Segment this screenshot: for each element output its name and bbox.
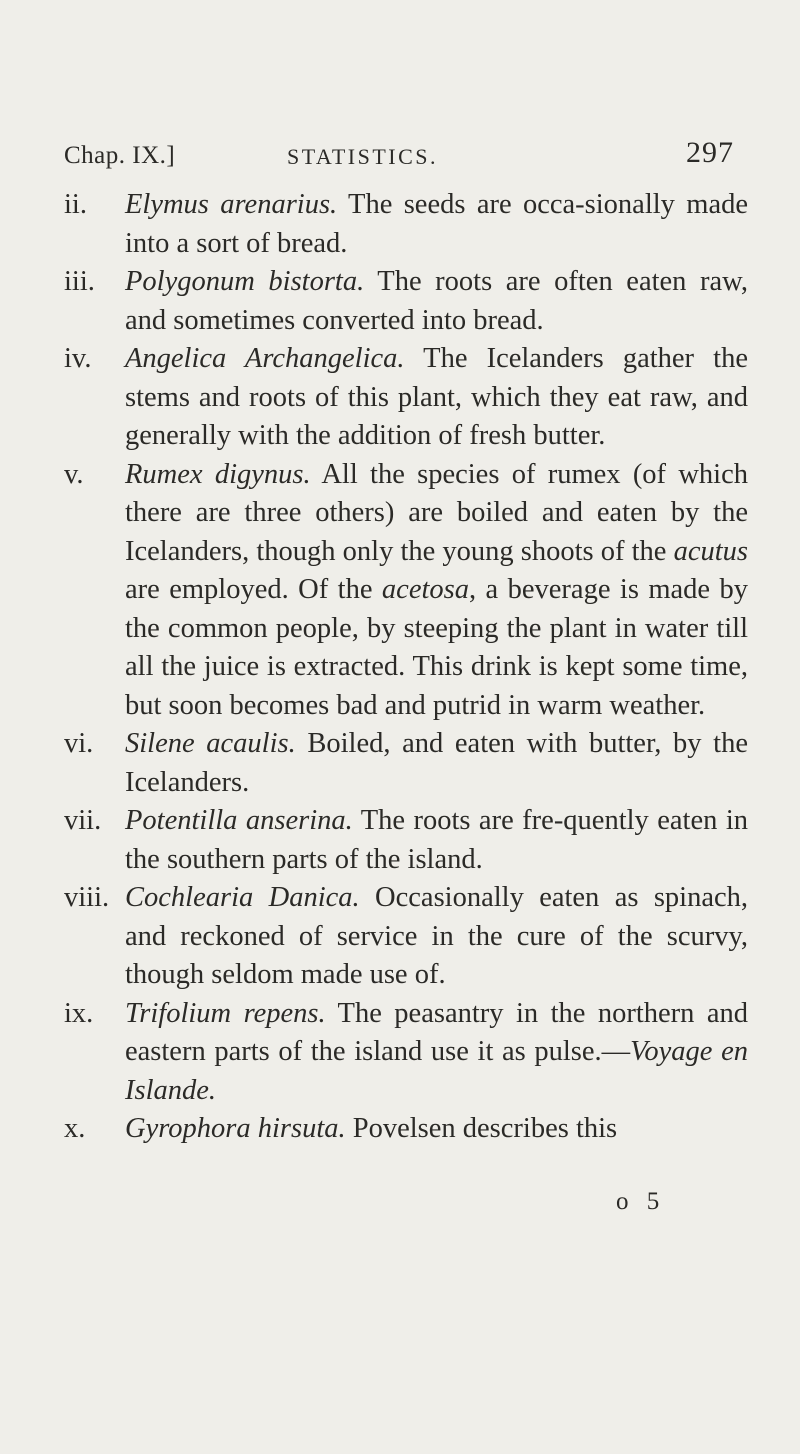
list-item (64, 995, 748, 1111)
entry-number: x. (64, 1113, 86, 1144)
entry-number: viii. (64, 882, 110, 913)
list-item (64, 263, 748, 340)
entry-number: vi. (64, 728, 94, 759)
list-item (64, 456, 748, 726)
latin-name: Silene acaulis. (125, 728, 296, 759)
latin-name: Gyrophora hirsuta. (125, 1113, 346, 1144)
running-title: STATISTICS. (287, 144, 439, 169)
list-item (64, 802, 748, 879)
latin-name: Angelica Archangelica. (125, 343, 405, 374)
entry-number: vii. (64, 805, 102, 836)
entry-text: The roots are often eaten raw, and sometimes converted into bread. (125, 266, 748, 336)
latin-name: Trifolium repens. (125, 997, 326, 1029)
entry-text: The peasantry in the northern and eastern parts of the island use it as pulse.— (125, 997, 748, 1067)
entry-number: ii. (64, 189, 87, 220)
italic-term: acutus (673, 535, 748, 567)
latin-name: Cochlearia Danica. (125, 882, 360, 913)
entry-text: Boiled, and eaten with butter, by the Icelanders. (125, 728, 748, 798)
list-item (64, 1110, 748, 1149)
entry-text: The Icelanders gather the stems and roots of this plant, which they eat raw, and generally with the addition of fresh butter. (125, 343, 748, 451)
entry-text: Occasionally eaten as spinach, and reckoned of service in the cure of the scurvy, though seldom made use of. (125, 882, 748, 990)
latin-name: Rumex digynus. (125, 458, 311, 490)
source-citation: Voyage en Islande. (125, 1036, 748, 1106)
entry-text: The seeds are occa-sionally made into a sort of bread. (125, 189, 749, 259)
chapter-label: Chap. IX.] (64, 142, 176, 169)
list-item (64, 879, 748, 995)
list-item (64, 186, 748, 263)
entry-number: iv. (64, 343, 92, 374)
running-header (64, 136, 734, 176)
plant-list (64, 186, 748, 1149)
list-item (64, 340, 748, 456)
latin-name: Elymus arenarius. (125, 189, 338, 220)
entry-text: The roots are fre-quently eaten in the southern parts of the island. (125, 805, 748, 875)
entry-number: v. (64, 458, 84, 490)
entry-text: All the species of rumex (of which there are three others) are boiled and eaten by the Icelanders, though only the young shoots of the (125, 458, 748, 567)
latin-name: Potentilla anserina. (125, 805, 353, 836)
entry-text: are employed. Of the (125, 574, 382, 605)
list-item (64, 725, 748, 802)
entry-number: ix. (64, 997, 94, 1029)
signature-mark: o 5 (616, 1188, 666, 1215)
italic-term: acetosa (381, 574, 469, 605)
entry-text: Povelsen describes this (345, 1113, 618, 1144)
page-number: 297 (686, 136, 734, 169)
entry-number: iii. (64, 266, 95, 297)
entry-text: , a beverage is made by the common people, by steeping the plant in water till all the juice is extracted. This drink is kept some time, but soon becomes bad and putrid in warm weather. (125, 574, 748, 721)
latin-name: Polygonum bistorta. (125, 266, 365, 297)
